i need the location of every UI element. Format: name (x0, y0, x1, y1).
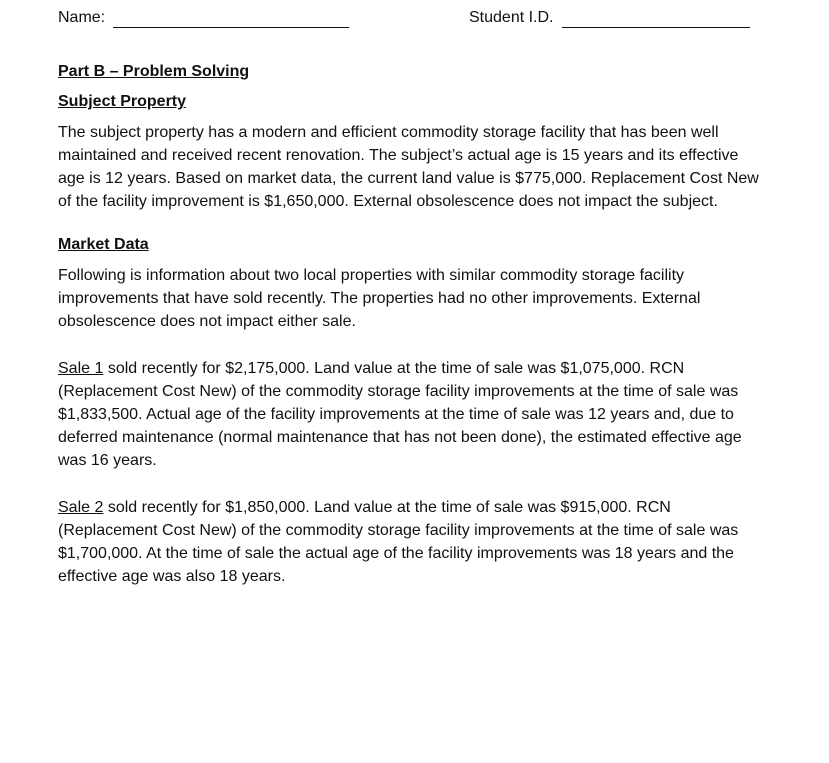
student-id-label: Student I.D. (469, 9, 554, 26)
student-id-blank-line[interactable] (562, 9, 750, 28)
market-data-intro: Following is information about two local properties with similar commodity storage facility improvements that have sold recently. The properties had no other improvements. External obsolescence does not impact either sale. (58, 267, 701, 330)
header-row (58, 8, 768, 32)
subject-property-text: The subject property has a modern and efficient commodity storage facility that has been well maintained and received recent renovation. The subject’s actual age is 15 years and its effective age is 12 years. Based on market data, the current land value is $775,000. Replacement Cost New of the facility improvement is $1,650,000. External obsolescence does not impact the subject. (58, 124, 759, 210)
sale-1-paragraph (58, 357, 768, 472)
problem-content (58, 62, 768, 588)
name-field (58, 8, 349, 28)
subject-property-heading: Subject Property (58, 93, 187, 110)
part-heading: Part B – Problem Solving (58, 63, 250, 80)
sale-2-paragraph (58, 496, 768, 588)
sale-2-label: Sale 2 (58, 499, 104, 516)
sale-1-text: sold recently for $2,175,000. Land value at the time of sale was $1,075,000. RCN (Replacement Cost New) of the commodity storage facility improvements at the time of sale was $1,833,500. Actual age of the facility improvements at the time of sale was 12 years and, due to deferred maintenance (normal maintenance that has not been done), the estimated effective age was 16 years. (58, 360, 742, 469)
sale-1-label: Sale 1 (58, 360, 104, 377)
market-data-heading: Market Data (58, 236, 149, 253)
name-label: Name: (58, 9, 106, 26)
name-blank-line[interactable] (113, 9, 349, 28)
sale-2-text: sold recently for $1,850,000. Land value at the time of sale was $915,000. RCN (Replacement Cost New) of the commodity storage facility improvements at the time of sale was $1,700,000. At the time of sale the actual age of the facility improvements was 18 years and the effective age was also 18 years. (58, 499, 739, 585)
student-id-field (469, 8, 750, 28)
